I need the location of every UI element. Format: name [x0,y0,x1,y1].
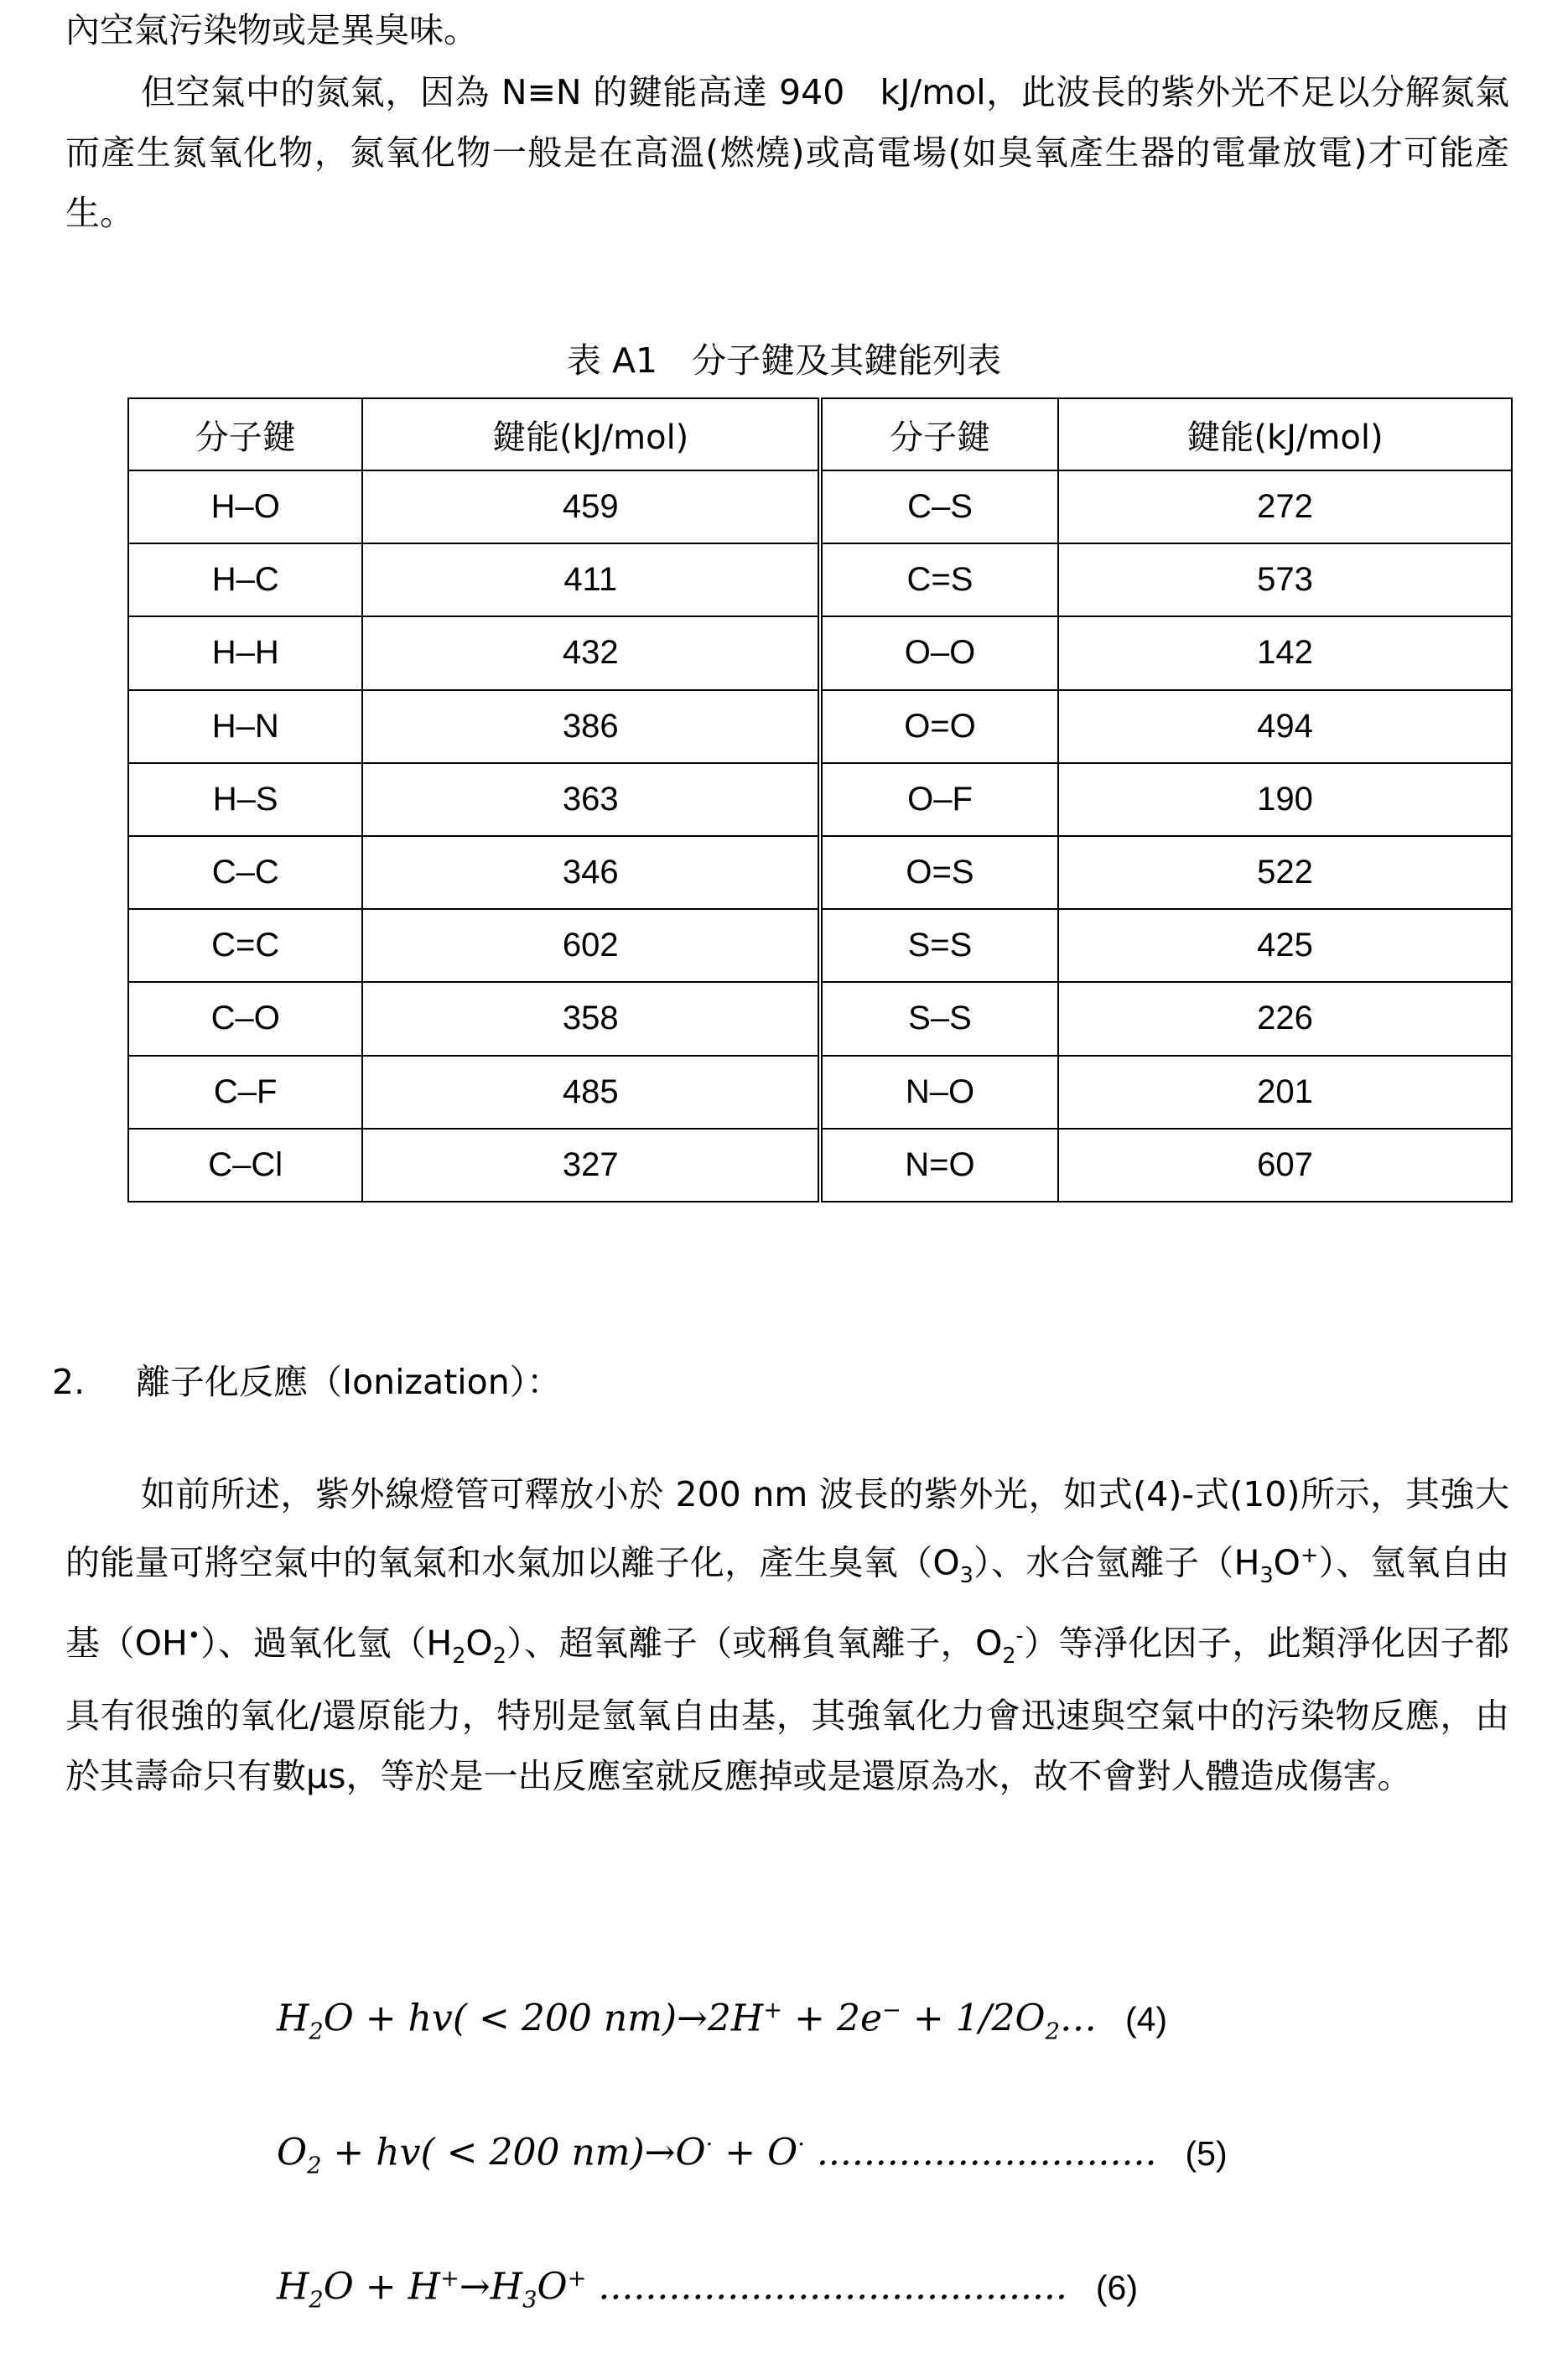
equation-4 [277,1986,1167,2057]
energy-cell: 201 [1058,1056,1512,1129]
ion-text-2: ）、水合氫離子（H [973,1542,1260,1583]
energy-cell: 142 [1058,616,1512,689]
header-bond-1: 分子鍵 [128,398,362,470]
bond-cell: C–C [128,836,362,909]
table-row [128,909,1512,982]
bond-cell: S=S [820,909,1058,982]
energy-cell: 602 [362,909,820,982]
bond-cell: H–N [128,690,362,763]
section-title: 離子化反應（Ionization）： [136,1362,562,1402]
table-body [128,470,1512,1202]
eq4-sub: 2 [1045,2018,1060,2045]
intro-line [65,0,1509,60]
ion-sup-oh: • [187,1622,200,1648]
ion-sup-o2: - [1015,1622,1024,1648]
bond-cell: C–Cl [128,1129,362,1202]
eq4-part: H [277,1997,309,2040]
table-row [128,836,1512,909]
equation-number-6: (6) [1095,2267,1138,2307]
header-energy-1: 鍵能(kJ/mol) [362,398,820,470]
energy-cell: 327 [362,1129,820,1202]
bond-energy-table [127,397,1513,1202]
table-row [128,690,1512,763]
table-row [128,982,1512,1055]
bond-cell: N=O [820,1129,1058,1202]
eq4-part: + 2e [782,1997,883,2040]
equation-5 [277,2120,1228,2191]
ion-text-4: ）、氫氧自由基（OH [65,1542,1509,1664]
eq6-part: O + H [323,2265,441,2309]
equation-number-5: (5) [1185,2133,1228,2173]
equation-6 [277,2254,1138,2325]
energy-cell: 272 [1058,470,1512,543]
bond-cell: O–O [820,616,1058,689]
eq4-part: … [1059,1997,1097,2040]
energy-cell: 358 [362,982,820,1055]
eq6-part: ........................................ [586,2265,1067,2309]
ion-text-7: ）、超氧離子（或稱負氧離子，O [506,1623,1003,1664]
bond-cell: C=C [128,909,362,982]
ion-text-1: 如前所述，紫外線燈管可釋放小於 200 nm 波長的紫外光，如式(4)-式(10)所示，其強大的能量可將空氣中的氧氣和水氣加以離子化，產生臭氧（O [65,1474,1509,1583]
eq6-part: →H [459,2265,523,2309]
eq6-sub: 2 [309,2287,324,2314]
energy-cell: 432 [362,616,820,689]
ion-sub-h2o2-a: 2 [452,1642,466,1668]
eq6-sup: + [440,2266,459,2292]
section-number: 2. [52,1362,86,1402]
bond-cell: H–O [128,470,362,543]
ion-sub-h3o: 3 [1259,1561,1274,1587]
energy-cell: 459 [362,470,820,543]
eq5-sup: · [705,2132,714,2158]
table-row [128,616,1512,689]
eq6-part: H [277,2265,309,2309]
eq5-part: O [277,2131,308,2174]
energy-cell: 485 [362,1056,820,1129]
eq4-sup: − [882,1997,901,2023]
eq5-part: + O [713,2131,798,2174]
bond-cell: O=S [820,836,1058,909]
energy-cell: 363 [362,763,820,836]
table-header-row [128,398,1512,470]
bond-cell: C–O [128,982,362,1055]
table-caption: 表 A1 分子鍵及其鍵能列表 [566,340,1002,381]
energy-cell: 494 [1058,690,1512,763]
energy-cell: 386 [362,690,820,763]
table-row [128,1056,1512,1129]
bond-cell: C–S [820,470,1058,543]
intro-line-text: 內空氣污染物或是異臭味。 [65,10,478,50]
table-row [128,763,1512,836]
bond-cell: C–F [128,1056,362,1129]
ion-sub-h2o2-b: 2 [492,1642,506,1668]
bond-cell: H–C [128,543,362,616]
table-row [128,470,1512,543]
ion-text-5: ）、過氧化氫（H [200,1623,453,1664]
ionization-paragraph [65,1464,1509,1806]
eq4-part: O + hv( < 200 nm)→2H [323,1997,764,2040]
energy-cell: 522 [1058,836,1512,909]
equation-number-4: (4) [1124,1999,1168,2039]
bond-cell: H–S [128,763,362,836]
ion-sup-h3o: + [1300,1542,1319,1567]
bond-cell: H–H [128,616,362,689]
nitrogen-paragraph [65,62,1509,243]
bond-cell: N–O [820,1056,1058,1129]
eq6-part: O [537,2265,568,2309]
energy-cell: 411 [362,543,820,616]
bond-cell: S–S [820,982,1058,1055]
energy-cell: 226 [1058,982,1512,1055]
ion-sub-o2: 2 [1002,1642,1016,1668]
energy-cell: 425 [1058,909,1512,982]
section-heading [52,1355,561,1409]
energy-cell: 190 [1058,763,1512,836]
bond-cell: O=O [820,690,1058,763]
energy-cell: 346 [362,836,820,909]
eq4-sup: + [763,1997,783,2023]
eq4-sub: 2 [309,2018,324,2045]
eq6-sup: + [567,2266,587,2292]
eq5-sup: · [797,2132,805,2158]
bond-cell: C=S [820,543,1058,616]
energy-cell: 607 [1058,1129,1512,1202]
ion-sub-o3: 3 [959,1561,974,1587]
ionization-paragraph-text [65,1464,1509,1806]
eq5-part: ............................. [804,2131,1157,2174]
table-row [128,543,1512,616]
bond-cell: O–F [820,763,1058,836]
energy-cell: 573 [1058,543,1512,616]
header-energy-2: 鍵能(kJ/mol) [1058,398,1512,470]
eq5-sub: 2 [307,2153,322,2179]
nitrogen-paragraph-text: 但空氣中的氮氣，因為 N≡N 的鍵能高達 940 kJ/mol，此波長的紫外光不足以分解氮氣而產生氮氧化物，氮氧化物一般是在高溫(燃燒)或高電場(如臭氧產生器的電暈放電)才可能產生。 [65,72,1509,233]
ion-text-3: O [1273,1542,1301,1583]
ion-text-6: O [465,1623,493,1664]
eq5-part: + hv( < 200 nm)→O [321,2131,706,2174]
eq4-part: + 1/2O [901,1997,1046,2040]
table-row [128,1129,1512,1202]
ion-text-8: ）等淨化因子，此類淨化因子都具有很強的氧化/還原能力，特別是氫氧自由基，其強氧化力會迅速與空氣中的污染物反應，由於其壽命只有數μs，等於是一出反應室就反應掉或是還原為水，故不會對人體造成傷害。 [65,1623,1509,1796]
eq6-sub: 3 [522,2287,537,2314]
header-bond-2: 分子鍵 [820,398,1058,470]
